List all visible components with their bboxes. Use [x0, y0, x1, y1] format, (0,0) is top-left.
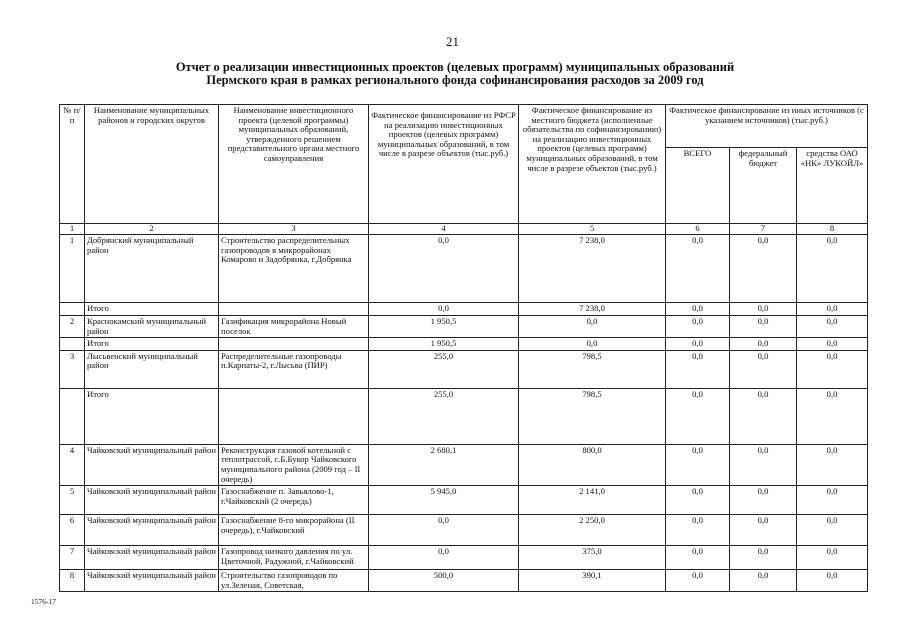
row-federal: 0,0 — [730, 388, 797, 444]
row-lukoil: 0,0 — [797, 570, 868, 592]
column-number: 1 — [60, 224, 85, 235]
row-project: Строительство распределительных газопроводов в микрорайонах Комарово и Задобрянка, г.Добрянка — [219, 235, 369, 303]
report-title-line-1: Отчет о реализации инвестиционных проектов (целевых программ) муниципальных образований — [175, 60, 735, 74]
table-row — [60, 486, 868, 515]
row-federal: 0,0 — [730, 444, 797, 485]
row-federal: 0,0 — [730, 486, 797, 515]
report-title — [60, 61, 850, 87]
row-number — [60, 388, 85, 444]
header-rf-funding: Фактическое финансирование из РФСР на реализацию инвестиционных проектов (целевых программ) муниципальных образований, в том числе в разрезе объектов (тыс.руб.) — [369, 105, 519, 224]
row-federal: 0,0 — [730, 235, 797, 303]
row-total: 0,0 — [666, 316, 730, 338]
report-table — [59, 104, 868, 592]
row-federal: 0,0 — [730, 546, 797, 570]
row-rf-funding: 0,0 — [369, 303, 519, 316]
row-number: 5 — [60, 486, 85, 515]
row-rf-funding: 0,0 — [369, 515, 519, 546]
row-district: Чайковский муниципальный район — [85, 515, 219, 546]
row-total: 0,0 — [666, 350, 730, 388]
row-local-funding: 798,5 — [519, 388, 666, 444]
table-row — [60, 316, 868, 338]
row-project — [219, 338, 369, 351]
row-rf-funding: 5 945,0 — [369, 486, 519, 515]
row-number — [60, 338, 85, 351]
row-district: Чайковский муниципальный район — [85, 546, 219, 570]
row-local-funding: 375,0 — [519, 546, 666, 570]
row-rf-funding: 255,0 — [369, 350, 519, 388]
row-local-funding: 0,0 — [519, 316, 666, 338]
row-number: 3 — [60, 350, 85, 388]
table-row — [60, 570, 868, 592]
row-rf-funding: 0,0 — [369, 546, 519, 570]
row-district: Чайковский муниципальный район — [85, 444, 219, 485]
column-number: 2 — [85, 224, 219, 235]
row-local-funding: 7 238,0 — [519, 235, 666, 303]
row-project: Газификация микрорайона Новый поселок — [219, 316, 369, 338]
row-number: 7 — [60, 546, 85, 570]
row-district: Итого — [85, 338, 219, 351]
row-district: Чайковский муниципальный район — [85, 570, 219, 592]
row-lukoil: 0,0 — [797, 486, 868, 515]
row-number — [60, 303, 85, 316]
column-numbers-row — [60, 224, 868, 235]
footer-code: 1576-17 — [31, 597, 56, 606]
row-local-funding: 2 141,0 — [519, 486, 666, 515]
row-total: 0,0 — [666, 303, 730, 316]
row-federal: 0,0 — [730, 303, 797, 316]
row-number: 6 — [60, 515, 85, 546]
row-lukoil: 0,0 — [797, 338, 868, 351]
column-number: 8 — [797, 224, 868, 235]
row-rf-funding: 500,0 — [369, 570, 519, 592]
row-project: Газопровод низкого давления по ул. Цветочной, Радужной, г.Чайковский — [219, 546, 369, 570]
row-local-funding: 798,5 — [519, 350, 666, 388]
table-row — [60, 235, 868, 303]
header-total: ВСЕГО — [666, 148, 730, 224]
row-lukoil: 0,0 — [797, 444, 868, 485]
header-other-sources: Фактическое финансирование из иных источников (с указанием источников) (тыс.руб.) — [666, 105, 868, 148]
column-number: 7 — [730, 224, 797, 235]
row-district: Добрянский муниципальный район — [85, 235, 219, 303]
row-total: 0,0 — [666, 388, 730, 444]
table-row-total — [60, 388, 868, 444]
row-lukoil: 0,0 — [797, 546, 868, 570]
table-row-total — [60, 303, 868, 316]
row-number: 1 — [60, 235, 85, 303]
row-lukoil: 0,0 — [797, 303, 868, 316]
row-project — [219, 388, 369, 444]
row-project: Газоснабжение п. Завьялово-1, г.Чайковский (2 очередь) — [219, 486, 369, 515]
row-federal: 0,0 — [730, 570, 797, 592]
header-lukoil: средства ОАО «НК» ЛУКОЙЛ» — [797, 148, 868, 224]
row-lukoil: 0,0 — [797, 515, 868, 546]
row-total: 0,0 — [666, 486, 730, 515]
column-number: 5 — [519, 224, 666, 235]
column-number: 4 — [369, 224, 519, 235]
row-project: Реконструкция газовой котельной с теплотрассой, с.Б.Букор Чайковского муниципального района (2009 год – II очередь) — [219, 444, 369, 485]
row-project: Строительство газопроводов по ул.Зеленая, Советская, — [219, 570, 369, 592]
row-project: Распределительные газопроводы п.Карпаты-2, г.Лысьва (ПИР) — [219, 350, 369, 388]
header-project: Наименование инвестиционного проекта (целевой программы) муниципальных образований, утвержденного решением представительного органа местного самоуправления — [219, 105, 369, 224]
row-district: Краснокамский муниципальный район — [85, 316, 219, 338]
row-district: Чайковский муниципальный район — [85, 486, 219, 515]
row-lukoil: 0,0 — [797, 316, 868, 338]
row-project: Газоснабжение 8-го микрорайона (II очередь), г.Чайковский — [219, 515, 369, 546]
table-row — [60, 350, 868, 388]
report-title-line-2: Пермского края в рамках регионального фонда софинансирования расходов за 2009 год — [206, 73, 704, 87]
header-federal: федеральный бюджет — [730, 148, 797, 224]
header-district: Наименование муниципальных районов и городских округов — [85, 105, 219, 224]
row-federal: 0,0 — [730, 316, 797, 338]
row-lukoil: 0,0 — [797, 388, 868, 444]
row-total: 0,0 — [666, 338, 730, 351]
row-total: 0,0 — [666, 546, 730, 570]
table-body — [60, 235, 868, 592]
row-federal: 0,0 — [730, 515, 797, 546]
column-number: 3 — [219, 224, 369, 235]
row-local-funding: 390,1 — [519, 570, 666, 592]
row-district: Итого — [85, 303, 219, 316]
row-rf-funding: 255,0 — [369, 388, 519, 444]
header-local-funding: Фактическое финансирование из местного бюджета (исполненные обязательства по софинансированию) на реализацию инвестиционных проектов (целевых программ) муниципальных образований, в том числе в разрезе объектов (тыс.руб.) — [519, 105, 666, 224]
table-row — [60, 546, 868, 570]
row-federal: 0,0 — [730, 350, 797, 388]
column-number: 6 — [666, 224, 730, 235]
table-row — [60, 444, 868, 485]
row-local-funding: 0,0 — [519, 338, 666, 351]
row-total: 0,0 — [666, 235, 730, 303]
row-number: 4 — [60, 444, 85, 485]
row-rf-funding: 0,0 — [369, 235, 519, 303]
row-lukoil: 0,0 — [797, 235, 868, 303]
row-federal: 0,0 — [730, 338, 797, 351]
row-rf-funding: 1 950,5 — [369, 316, 519, 338]
row-total: 0,0 — [666, 515, 730, 546]
row-number: 2 — [60, 316, 85, 338]
header-num: № п/п — [60, 105, 85, 224]
page-number: 21 — [446, 34, 459, 49]
row-total: 0,0 — [666, 444, 730, 485]
row-local-funding: 2 250,0 — [519, 515, 666, 546]
table-row-total — [60, 338, 868, 351]
row-number: 8 — [60, 570, 85, 592]
row-rf-funding: 1 950,5 — [369, 338, 519, 351]
table-row — [60, 515, 868, 546]
row-total: 0,0 — [666, 570, 730, 592]
row-lukoil: 0,0 — [797, 350, 868, 388]
table-header — [60, 105, 868, 235]
row-local-funding: 800,0 — [519, 444, 666, 485]
row-district: Итого — [85, 388, 219, 444]
row-project — [219, 303, 369, 316]
row-district: Лысьвенский муниципальный район — [85, 350, 219, 388]
row-rf-funding: 2 680,1 — [369, 444, 519, 485]
row-local-funding: 7 238,0 — [519, 303, 666, 316]
